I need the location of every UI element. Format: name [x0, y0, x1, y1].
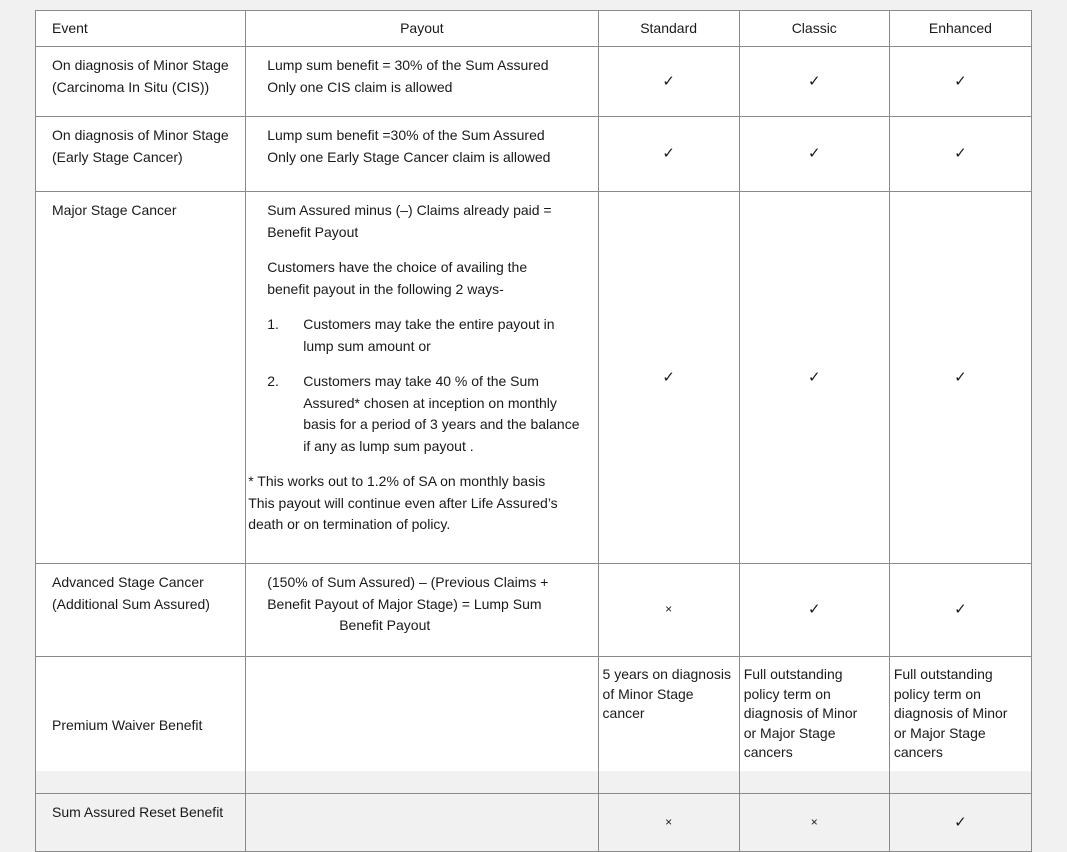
waiver-line: diagnosis of Minor	[743, 705, 858, 721]
table-row	[36, 117, 1032, 192]
payout-line: Benefit Payout	[339, 617, 431, 633]
event-cell	[36, 657, 246, 794]
table-row	[36, 794, 1032, 852]
waiver-line: or Major Stage	[743, 724, 836, 741]
list-line: basis for a period of 3 years and the balance	[303, 416, 580, 432]
payout-line: Customers have the choice of availing the	[267, 259, 528, 275]
event-line: (Carcinoma In Situ (CIS))	[52, 78, 210, 95]
event-line: On diagnosis of Minor Stage	[52, 57, 229, 73]
waiver-line: diagnosis of Minor	[893, 705, 1008, 721]
waiver-line: policy term on	[743, 685, 831, 702]
header-enhanced: Enhanced	[889, 11, 1031, 47]
waiver-line: cancers	[893, 744, 943, 760]
event-cell	[36, 794, 246, 852]
classic-check-icon: ✓	[739, 192, 889, 564]
payout-line: Lump sum benefit =30% of the Sum Assured	[267, 127, 545, 143]
classic-check-icon: ✓	[739, 564, 889, 657]
classic-check-icon: ✓	[739, 47, 889, 117]
payout-line: Sum Assured minus (–) Claims already paid =	[267, 202, 552, 218]
event-line: On diagnosis of Minor Stage	[52, 127, 229, 143]
list-line: if any as lump sum payout .	[303, 437, 474, 454]
standard-cross-icon: ×	[598, 564, 739, 657]
list-line: Customers may take the entire payout in	[303, 316, 555, 332]
list-number: 1.	[267, 316, 279, 332]
list-number: 2.	[267, 373, 279, 389]
event-line: (Additional Sum Assured)	[52, 595, 210, 612]
event-cell	[36, 564, 246, 657]
header-row	[36, 11, 1032, 47]
standard-cross-icon: ×	[598, 794, 739, 852]
event-line: Major Stage Cancer	[52, 202, 177, 218]
table-row	[36, 564, 1032, 657]
standard-check-icon: ✓	[598, 192, 739, 564]
enhanced-check-icon: ✓	[889, 564, 1031, 657]
benefits-table-sheet	[35, 10, 1032, 831]
enhanced-check-icon: ✓	[889, 117, 1031, 192]
list-line: Customers may take 40 % of the Sum	[303, 373, 539, 389]
benefits-table	[35, 10, 1032, 852]
standard-waiver-cell	[598, 657, 739, 794]
table-row	[36, 47, 1032, 117]
payout-line: (150% of Sum Assured) – (Previous Claims +	[267, 574, 549, 590]
header-payout: Payout	[246, 11, 598, 47]
footnote-line: * This works out to 1.2% of SA on monthly basis	[248, 473, 546, 489]
list-line: Assured* chosen at inception on monthly	[303, 394, 557, 411]
payout-line: benefit payout in the following 2 ways-	[267, 280, 504, 297]
waiver-line: of Minor Stage	[602, 685, 694, 702]
payout-choice	[267, 257, 593, 300]
waiver-line: or Major Stage	[893, 724, 986, 741]
footnote-line: death or on termination of policy.	[248, 516, 451, 532]
payout-cell	[246, 117, 598, 192]
classic-cross-icon: ×	[739, 794, 889, 852]
waiver-line: cancers	[743, 744, 793, 760]
payout-line: Only one Early Stage Cancer claim is allowed	[267, 148, 551, 165]
payout-line: Benefit Payout of Major Stage) = Lump Sum	[267, 595, 542, 612]
payout-cell	[246, 192, 598, 564]
enhanced-check-icon: ✓	[889, 794, 1031, 852]
payout-cell	[246, 564, 598, 657]
enhanced-waiver-cell	[889, 657, 1031, 794]
waiver-line: Full outstanding	[893, 666, 993, 682]
payout-cell	[246, 47, 598, 117]
waiver-line: Full outstanding	[743, 666, 843, 682]
header-standard: Standard	[598, 11, 739, 47]
standard-check-icon: ✓	[598, 117, 739, 192]
event-line: (Early Stage Cancer)	[52, 148, 183, 165]
list-item	[267, 314, 593, 357]
table-row	[36, 657, 1032, 794]
event-line: Sum Assured Reset Benefit	[52, 804, 224, 820]
classic-check-icon: ✓	[739, 117, 889, 192]
header-event: Event	[36, 11, 246, 47]
event-cell	[36, 192, 246, 564]
list-line: lump sum amount or	[303, 337, 431, 354]
footnote-line: This payout will continue even after Life Assured’s	[248, 494, 558, 511]
payout-cell	[246, 657, 598, 794]
event-cell	[36, 117, 246, 192]
footnote	[248, 471, 593, 536]
classic-waiver-cell	[739, 657, 889, 794]
list-item	[267, 371, 593, 457]
event-line: Advanced Stage Cancer	[52, 574, 204, 590]
event-line: Premium Waiver Benefit	[52, 717, 203, 734]
enhanced-check-icon: ✓	[889, 47, 1031, 117]
payout-line: Only one CIS claim is allowed	[267, 78, 453, 95]
enhanced-check-icon: ✓	[889, 192, 1031, 564]
header-classic: Classic	[739, 11, 889, 47]
payout-cell	[246, 794, 598, 852]
table-row	[36, 192, 1032, 564]
event-cell	[36, 47, 246, 117]
payout-line: Lump sum benefit = 30% of the Sum Assured	[267, 57, 549, 73]
payout-line: Benefit Payout	[267, 223, 359, 240]
standard-check-icon: ✓	[598, 47, 739, 117]
waiver-line: policy term on	[893, 685, 981, 702]
waiver-line: 5 years on diagnosis	[602, 666, 731, 682]
waiver-line: cancer	[602, 705, 645, 721]
